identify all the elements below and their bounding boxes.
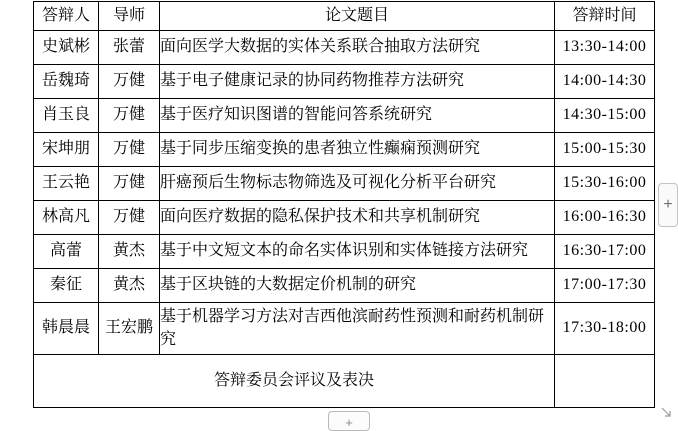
thesis-title-cell[interactable]: 基于区块链的大数据定价机制的研究 — [160, 269, 555, 303]
header-cell-advisor[interactable]: 导师 — [99, 2, 160, 31]
advisor-name-cell[interactable]: 黄杰 — [99, 235, 160, 269]
committee-row — [34, 355, 655, 408]
add-row-button[interactable] — [328, 411, 370, 431]
table-row — [34, 167, 655, 201]
defense-time-cell[interactable]: 15:30-16:00 — [555, 167, 655, 201]
defender-name-cell[interactable]: 高蕾 — [34, 235, 99, 269]
defense-time-cell[interactable]: 13:30-14:00 — [555, 31, 655, 65]
advisor-name-cell[interactable]: 王宏鹏 — [99, 303, 160, 355]
advisor-name-cell[interactable]: 张蕾 — [99, 31, 160, 65]
committee-cell[interactable]: 答辩委员会评议及表决 — [34, 355, 555, 408]
plus-icon: + — [345, 415, 353, 430]
plus-icon: + — [663, 196, 673, 213]
thesis-title-cell[interactable]: 面向医疗数据的隐私保护技术和共享机制研究 — [160, 201, 555, 235]
defense-time-cell[interactable]: 16:00-16:30 — [555, 201, 655, 235]
defender-name-cell[interactable]: 林高凡 — [34, 201, 99, 235]
advisor-name-cell[interactable]: 万健 — [99, 99, 160, 133]
add-column-button[interactable] — [658, 183, 678, 227]
table-header-row — [34, 2, 655, 31]
header-cell-defender[interactable]: 答辩人 — [34, 2, 99, 31]
table-row — [34, 303, 655, 355]
table-row — [34, 269, 655, 303]
advisor-name-cell[interactable]: 黄杰 — [99, 269, 160, 303]
defense-time-cell[interactable]: 17:30-18:00 — [555, 303, 655, 355]
defender-name-cell[interactable]: 王云艳 — [34, 167, 99, 201]
advisor-name-cell[interactable]: 万健 — [99, 167, 160, 201]
table-row — [34, 235, 655, 269]
defense-time-cell[interactable]: 15:00-15:30 — [555, 133, 655, 167]
table-resize-handle[interactable] — [659, 405, 673, 419]
defender-name-cell[interactable]: 宋坤朋 — [34, 133, 99, 167]
defender-name-cell[interactable]: 肖玉良 — [34, 99, 99, 133]
thesis-title-cell[interactable]: 肝癌预后生物标志物筛选及可视化分析平台研究 — [160, 167, 555, 201]
defense-time-cell[interactable]: 14:00-14:30 — [555, 65, 655, 99]
table-row — [34, 99, 655, 133]
defense-time-cell[interactable]: 16:30-17:00 — [555, 235, 655, 269]
resize-diagonal-icon — [659, 405, 673, 419]
advisor-name-cell[interactable]: 万健 — [99, 133, 160, 167]
header-cell-thesis-title[interactable]: 论文题目 — [160, 2, 555, 31]
defender-name-cell[interactable]: 秦征 — [34, 269, 99, 303]
table-row — [34, 133, 655, 167]
table-row — [34, 65, 655, 99]
defense-schedule-table — [33, 1, 655, 408]
defender-name-cell[interactable]: 史斌彬 — [34, 31, 99, 65]
defender-name-cell[interactable]: 岳魏琦 — [34, 65, 99, 99]
thesis-title-cell[interactable]: 基于医疗知识图谱的智能问答系统研究 — [160, 99, 555, 133]
thesis-title-cell[interactable]: 基于同步压缩变换的患者独立性癫痫预测研究 — [160, 133, 555, 167]
defense-time-cell[interactable]: 17:00-17:30 — [555, 269, 655, 303]
defense-time-cell[interactable]: 14:30-15:00 — [555, 99, 655, 133]
table-body — [34, 31, 655, 355]
thesis-title-cell[interactable]: 基于机器学习方法对吉西他滨耐药性预测和耐药机制研究 — [160, 303, 555, 355]
table-row — [34, 31, 655, 65]
thesis-title-cell[interactable]: 基于中文短文本的命名实体识别和实体链接方法研究 — [160, 235, 555, 269]
thesis-title-cell[interactable]: 基于电子健康记录的协同药物推荐方法研究 — [160, 65, 555, 99]
advisor-name-cell[interactable]: 万健 — [99, 65, 160, 99]
table-row — [34, 201, 655, 235]
table-footer — [34, 355, 655, 408]
advisor-name-cell[interactable]: 万健 — [99, 201, 160, 235]
header-cell-defense-time[interactable]: 答辩时间 — [555, 2, 655, 31]
thesis-title-cell[interactable]: 面向医学大数据的实体关系联合抽取方法研究 — [160, 31, 555, 65]
committee-time-cell-empty[interactable] — [555, 355, 655, 408]
defender-name-cell[interactable]: 韩晨晨 — [34, 303, 99, 355]
